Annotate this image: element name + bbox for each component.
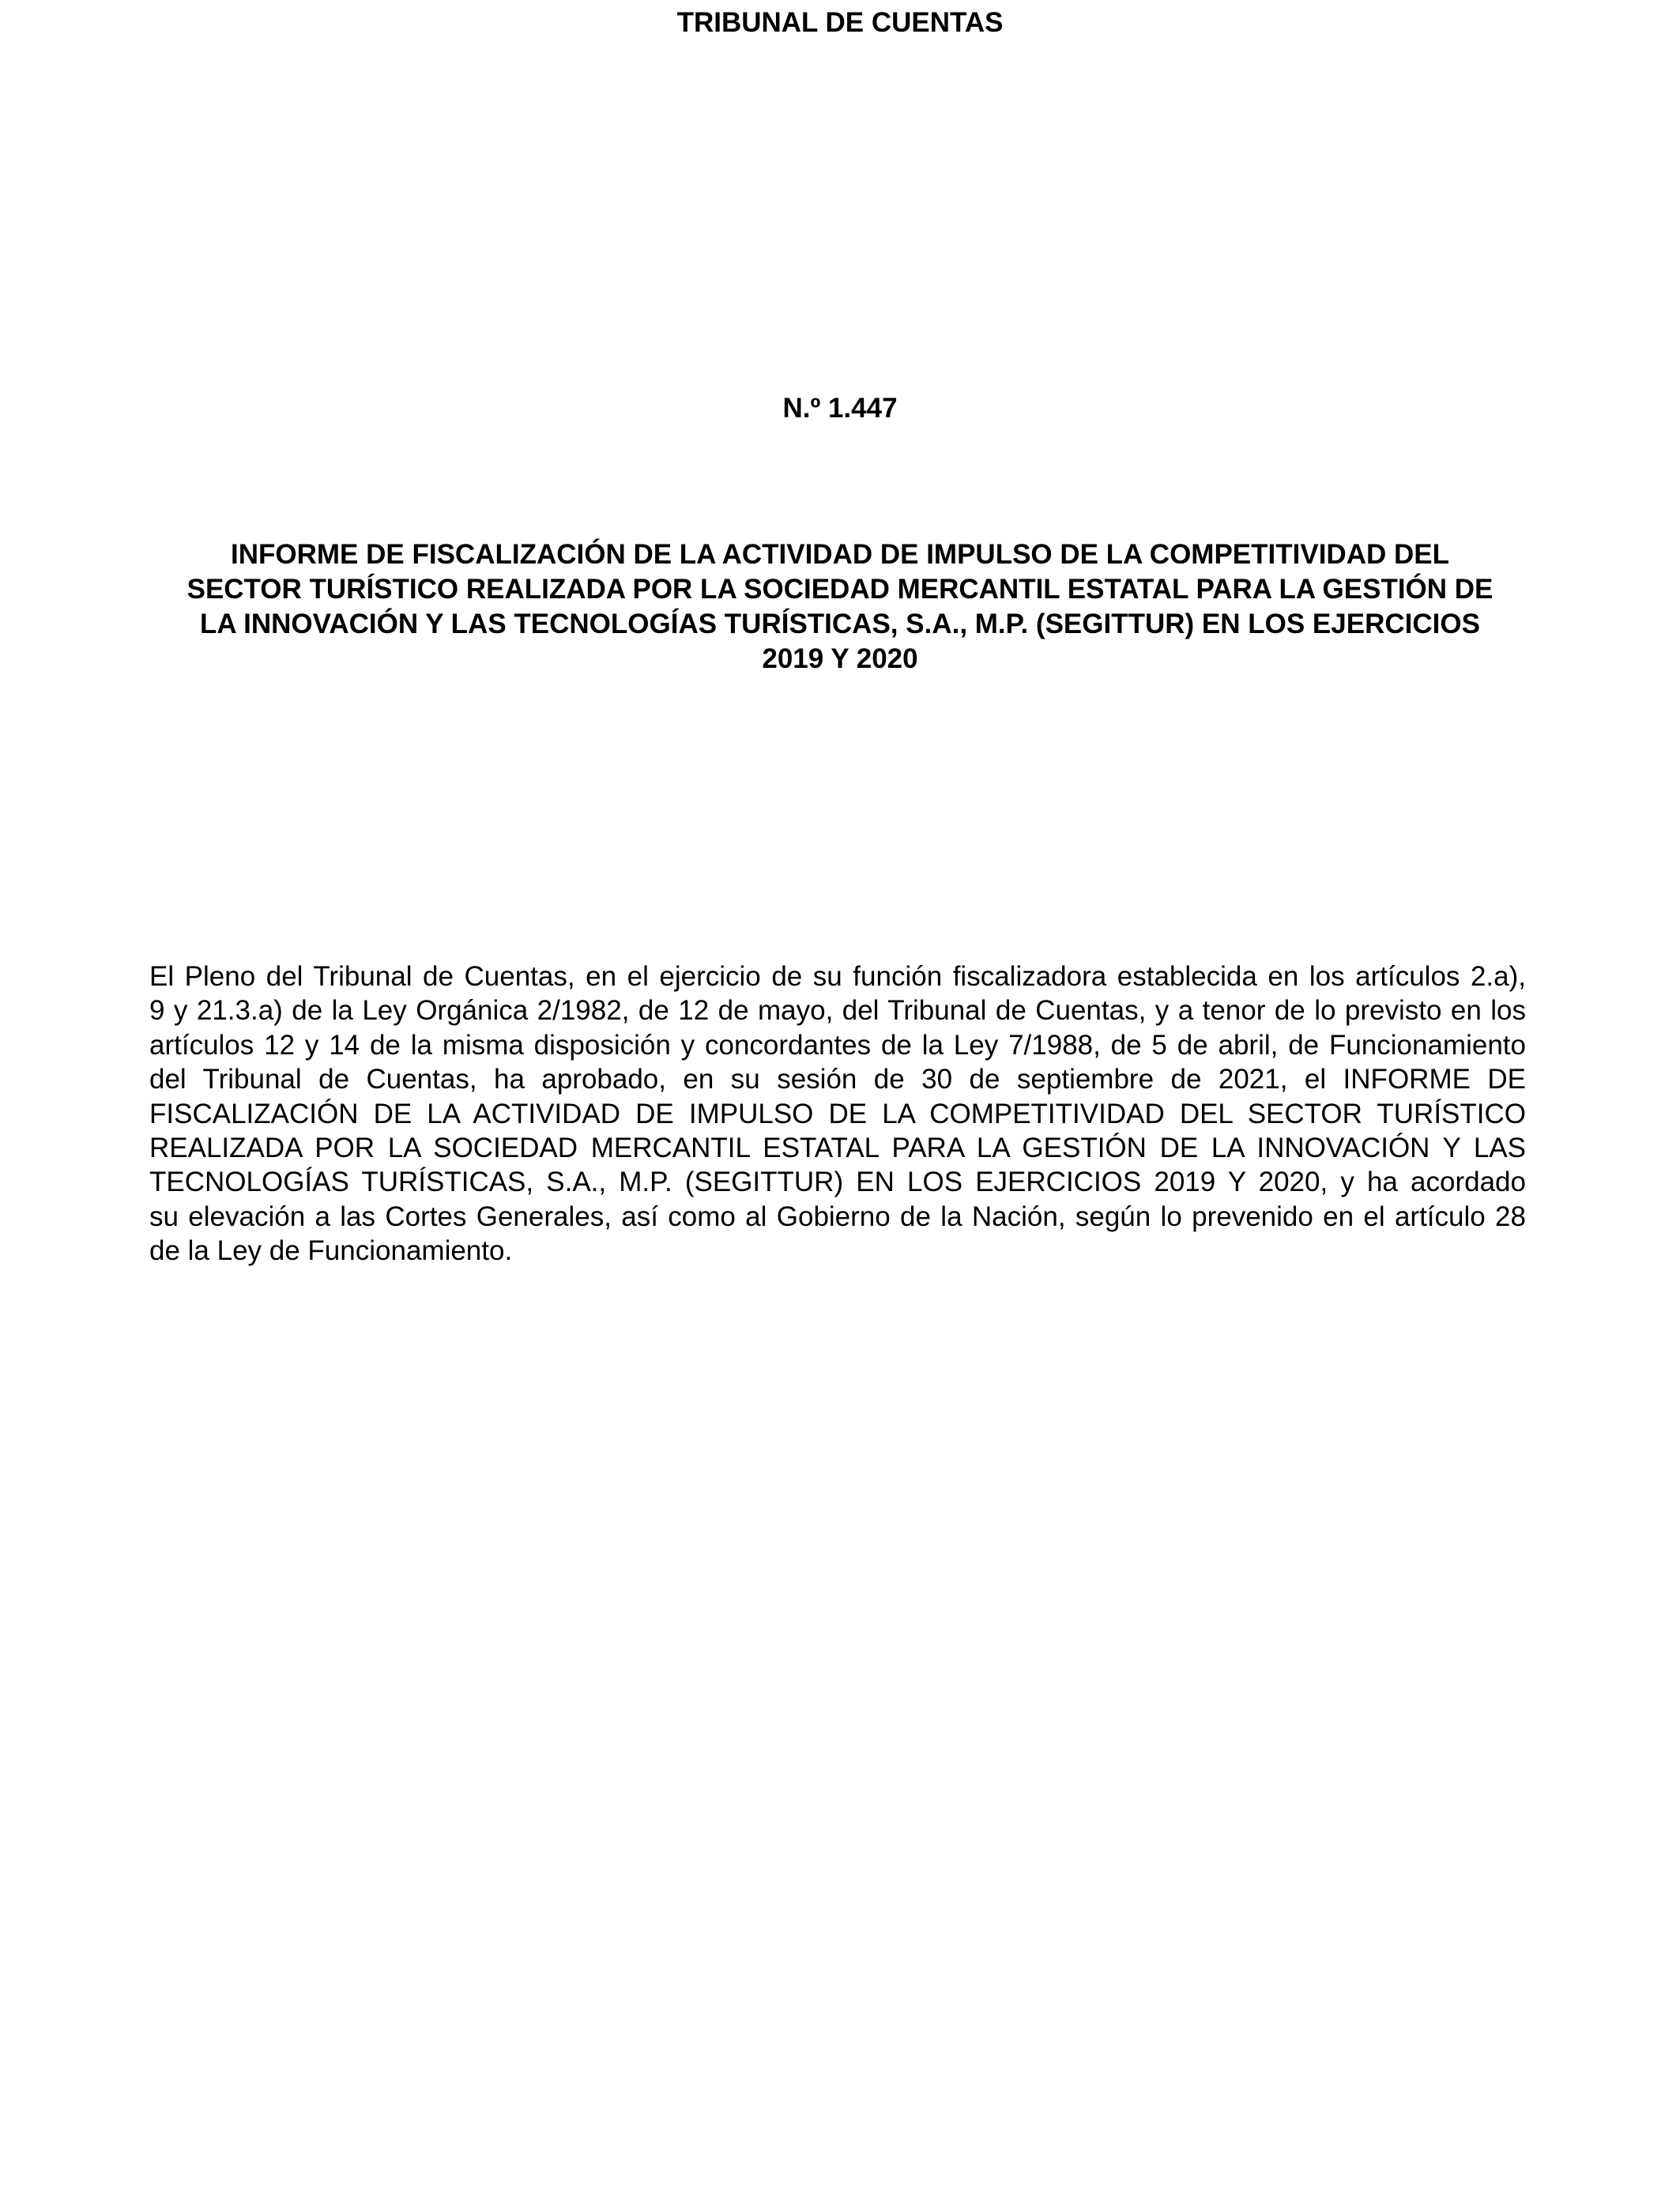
body-line: 9 y 21.3.a) de la Ley Orgánica 2/1982, de 12 de mayo, del Tribunal de Cuentas, y a tenor de lo previsto en los [149,995,1526,1027]
body-line: de la Ley de Funcionamiento. [149,1235,513,1267]
body-line: FISCALIZACIÓN DE LA ACTIVIDAD DE IMPULSO DE LA COMPETITIVIDAD DEL SECTOR TURÍSTICO [149,1098,1526,1129]
report-number: N.º 1.447 [782,393,898,424]
title-line: LA INNOVACIÓN Y LAS TECNOLOGÍAS TURÍSTICAS, S.A., M.P. (SEGITTUR) EN LOS EJERCICIOS [200,609,1480,639]
body-paragraph [149,959,1526,1269]
title-line: INFORME DE FISCALIZACIÓN DE LA ACTIVIDAD DE IMPULSO DE LA COMPETITIVIDAD DEL [231,539,1449,570]
body-line: artículos 12 y 14 de la misma disposición y concordantes de la Ley 7/1988, de 5 de abril, de Funcionamiento [149,1029,1526,1061]
report-title [150,537,1530,677]
title-line: SECTOR TURÍSTICO REALIZADA POR LA SOCIEDAD MERCANTIL ESTATAL PARA LA GESTIÓN DE [186,574,1494,605]
body-line: su elevación a las Cortes Generales, así como al Gobierno de la Nación, según lo prevenido en el artículo 28 [149,1201,1526,1232]
title-line: 2019 Y 2020 [762,643,918,674]
body-line: del Tribunal de Cuentas, ha aprobado, en su sesión de 30 de septiembre de 2021, el INFORME DE [149,1064,1526,1095]
body-line: REALIZADA POR LA SOCIEDAD MERCANTIL ESTATAL PARA LA GESTIÓN DE LA INNOVACIÓN Y LAS [149,1133,1526,1164]
body-line: El Pleno del Tribunal de Cuentas, en el ejercicio de su función fiscalizadora establecida en los artículos 2.a), [149,961,1526,992]
body-line: TECNOLOGÍAS TURÍSTICAS, S.A., M.P. (SEGITTUR) EN LOS EJERCICIOS 2019 Y 2020, y ha acordado [149,1167,1526,1198]
document-header: TRIBUNAL DE CUENTAS [676,7,1004,38]
